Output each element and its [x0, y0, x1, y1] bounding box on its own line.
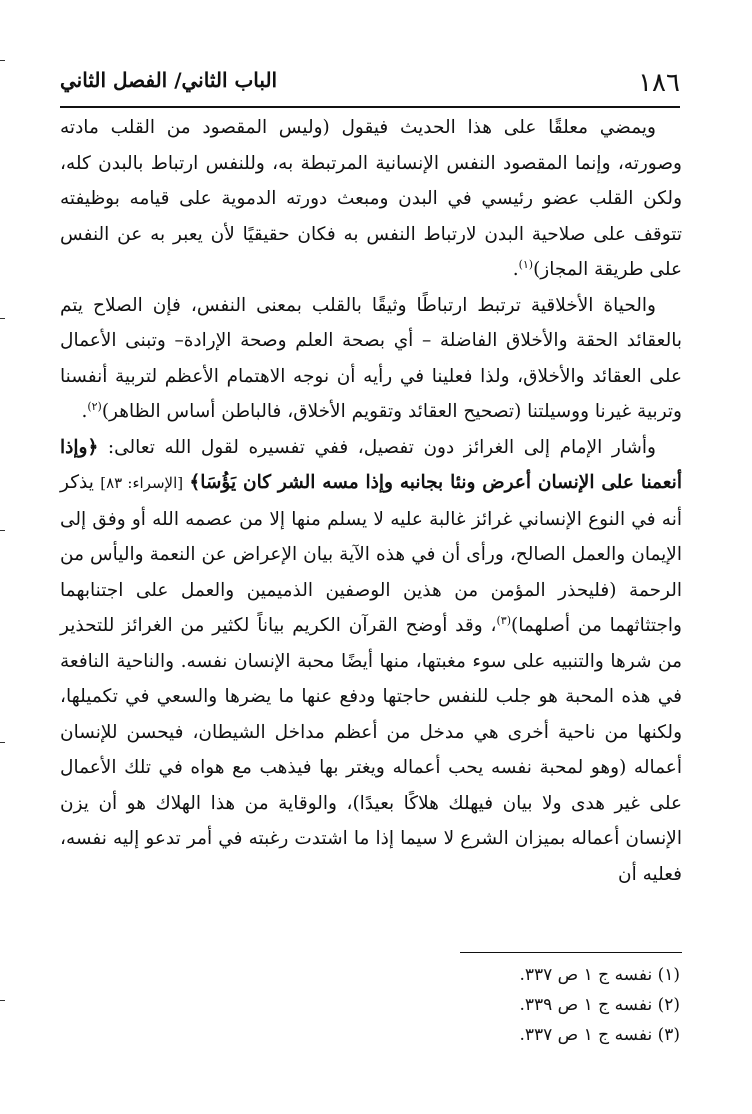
footnote-separator [460, 952, 682, 953]
footnote: (٢) نفسه ج ١ ص ٣٣٩. [519, 995, 680, 1015]
paragraph [60, 288, 682, 430]
paragraph-end: . [512, 259, 519, 280]
footnote-marker: (١) [518, 257, 534, 271]
margin-mark [0, 60, 5, 61]
page-header [60, 64, 680, 108]
paragraph [60, 430, 682, 893]
footnotes [60, 960, 680, 1050]
footnote-marker: (٢) [87, 399, 102, 413]
paragraph-text: والحياة الأخلاقية ترتبط ارتباطًا وثيقًا بالقلب بمعنى النفس، فإن الصلاح يتم بالعقائد الحقة والأخلاق الفاضلة – أي بصحة العلم وصحة الإرادة– وتبنى الأعمال على العقائد والأخلاق، ولذا فعلينا في رأيه أن نوجه الاهتمام الأعظم لتربية أنفسنا وتربية غيرنا ووسيلتنا (تصحيح العقائد وتقويم الأخلاق، فالباطن أساس الظاهر) [60, 294, 682, 422]
paragraph-text: ويمضي معلقًا على هذا الحديث فيقول (وليس المقصود من القلب مادته وصورته، وإنما المقصود النفس الإنسانية المرتبطة به، وللنفس ارتباط بالبدن كله، ولكن القلب عضو رئيسي في البدن ومبعث دورته الدموية على قيامه بوظيفته تتوقف على صلاحية البدن لارتباط النفس به فكان حقيقيًا لأن يعبر به عن النفس على طريقة المجاز) [60, 117, 682, 280]
page-number: ١٨٦ [638, 68, 680, 98]
paragraph-text: وأشار الإمام إلى الغرائز دون تفصيل، ففي تفسيره لقول الله تعالى: [98, 436, 656, 458]
paragraph-text: ، وقد أوضح القرآن الكريم بياناً لكثير من الغرائز للتحذير من شرها والتنبيه على سوء مغبتها، منها أيضًا محبة الإنسان نفسه. والناحية النافعة في هذه المحبة هو جلب للنفس حاجتها ودفع عنها ما يضرها والسعي في تكميلها، ولكنها من ناحية أخرى هي مدخل من أعظم مداخل الشيطان، فيحسن للإنسان أعماله (وهو لمحبة نفسه يحب أعماله ويغتر بها فيذهب مع هواه في تلك الأعمال على غير هدى ولا بيان فيهلك هلاكًا بعيدًا)، والوقاية من هذا الهلاك هو أن يزن الإنسان أعماله بميزان الشرع لا سيما إذا ما اشتدت رغبته في أمر تدعو إليه نفسه، فعليه أن [60, 615, 682, 885]
footnote-marker: (٣) [496, 613, 511, 627]
body-text [60, 110, 682, 892]
margin-mark [0, 318, 5, 319]
paragraph-text: يذكر أنه في النوع الإنساني غرائز غالبة عليه لا يسلم منها إلا من عصمه الله أو وفق إلى الإيمان والعمل الصالح، ورأى أن في هذه الآية بيان الإعراض عن النعمة واليأس من الرحمة (فليحذر المؤمن من هذين الوصفين الذميمين والعمل على اجتنابهما واجتثاثهما من أصلهما) [60, 472, 682, 636]
running-title: الباب الثاني/ الفصل الثاني [60, 68, 278, 92]
paragraph-end: . [81, 401, 88, 422]
verse-reference: [الإسراء: ٨٣] [100, 474, 184, 492]
margin-mark [0, 1000, 5, 1001]
quran-verse: ﴿وإذا أنعمنا على الإنسان أعرض ونئا بجانبه وإذا مسه الشر كان يَؤُسَا﴾ [60, 436, 682, 493]
footnote: (٣) نفسه ج ١ ص ٣٣٧. [519, 1025, 680, 1045]
margin-mark [0, 742, 5, 743]
margin-mark [0, 530, 5, 531]
paragraph [60, 110, 682, 288]
header-rule [60, 106, 680, 108]
footnote: (١) نفسه ج ١ ص ٣٣٧. [519, 965, 680, 985]
